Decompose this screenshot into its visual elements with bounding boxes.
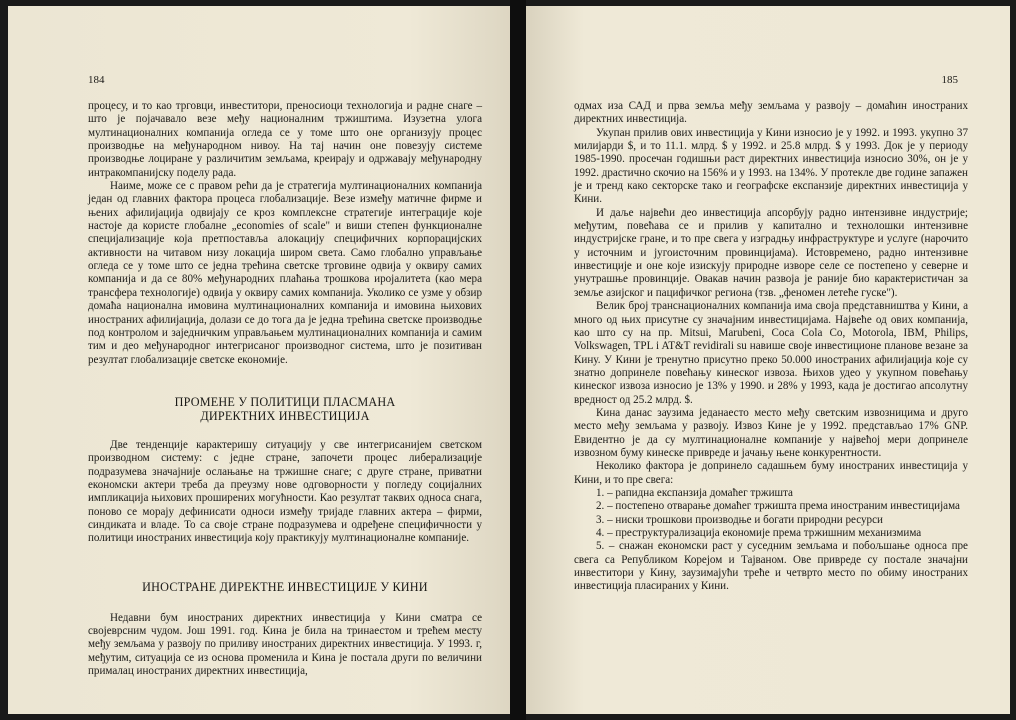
list-item: 3. – ниски трошкови производње и богати природни ресурси <box>596 513 883 526</box>
section-heading <box>88 580 482 594</box>
left-page <box>8 6 510 714</box>
paragraph: Наиме, може се с правом рећи да је стратегија мултинационалних компанија један од главних фактора процеса глобализације. Везе између матичне фирме и њених афилијација одвијају се кроз комплексне стратегије интеграције које настоје да користе глобалне „economies of scale" и виши степен функционалне специјализације која претпоставља алокацију специфичних корпорацијских активности на читавом низу локација широм света. Само глобално управљање огледа се у томе што се једна трећина светске трговине одвија у оквиру самих компанија и да се 80% међународних плаћања трошкова иројалитета (као мера трансфера технологије) одвија у оквиру самих компанија. Уколико се узме у обзир домаћа национална имовина мултинационалних компанија и имовина њихових иностраних афилијација, долази се до тога да је једна трећина светске производње под контролом и заједничким управљањем мултинационалних компанија и самим тим и део међународног интегрисаног производног система, што је позитиван резултат глобализације светске економије. <box>88 180 482 366</box>
left-page-text <box>88 100 482 678</box>
paragraph: Укупан прилив ових инвестиција у Кини износио је у 1992. и 1993. укупно 37 милијарди $, и то 11.1. млрд. $ у 1992. и 25.8 млрд. $ у 1993. Док је у периоду 1985-1990. просечан годишњи раст директних инвестиција износио 30%, он је у 1992. драстично скочио на 156% и у 1993. на 134%. У протекле две године запажен је и тренд како секторске тако и географске експанзије директних инвестиција у Кини. <box>574 126 968 206</box>
list-item: 1. – рапидна експанзија домаћег тржишта <box>596 486 793 499</box>
paragraph: Неколико фактора је допринело садашњем буму иностраних инвестиција у Кини, и то пре свега: <box>574 460 968 486</box>
section-heading-line: ПРОМЕНЕ У ПОЛИТИЦИ ПЛАСМАНА <box>174 394 396 409</box>
paragraph: Недавни бум иностраних директних инвестиција у Кини сматра се својеврсним чудом. Још 1991. год. Кина је била на тринаестом и трећем месту међу земљама у развоју по приливу иностраних директних инвестиција. У 1993. г, међутим, ситуација се из основа променила и Кина је постала други по величини прималац иностраних директних инвестиција, <box>88 611 482 677</box>
right-page <box>526 6 1010 714</box>
page-number-right: 185 <box>941 74 958 86</box>
section-heading-line: ДИРЕКТНИХ ИНВЕСТИЦИЈА <box>200 408 370 423</box>
section-heading <box>88 395 482 423</box>
right-page-text <box>574 100 968 594</box>
list-item: 5. – снажан економски раст у суседним земљама и побољшање односа пре свега са Републиком Корејом и Тајваном. Ове привреде су постале значајни инвеститори у Кину, заузимајући треће и четврто место по обиму иностраних инвестиција пласираних у Кини. <box>574 540 968 593</box>
paragraph: процесу, и то као трговци, инвеститори, преносиоци технологија и радне снаге – што је појачавало везе међу националним тржиштима. Изузетна улога мултинационалних компанија огледа се у томе што оне организују процес производње на међународном нивоу. На тај начин оне повезују системе производње лоциране у различитим земљама, креирају и одржавају међународну интракомпанијску поделу рада. <box>88 100 482 179</box>
paragraph: Кина данас заузима једанаесто место међу светским извозницима и друго место међу земљама у развоју. Извоз Кине је у 1992. представљао 17% GNP. Евидентно је да су мултинационалне компаније у највећој мери допринеле извозном буму кинеске привреде и јачању њене конкурентности. <box>574 406 968 459</box>
section-heading-line: ИНОСТРАНЕ ДИРЕКТНЕ ИНВЕСТИЦИЈЕ У КИНИ <box>142 579 428 594</box>
list-item: 4. – преструктурализација економије према тржишним механизмима <box>596 527 922 539</box>
paragraph: Велик број транснационалних компанија има своја представништва у Кини, а много од њих присутне су значајним инвестицијама. Највеће од ових компанија, као што су на пр. Mitsui, Marubeni, Coca Cola Co, Motorola, IBM, Philips, Volkswagen, TPL i AT&T revidirali su навише своје инвестиционе планове везане за Кину. У Кини је тренутно присутно преко 50.000 иностраних афилијација које су знатно допринеле повећању кинеског извоза. Њихов удео у укупном повећању кинеског извоза износио је 13% у 1990. и 28% у 1993, када је достигао апсолутну вредност од 25.2 млрд. $. <box>574 300 968 406</box>
paragraph: Две тенденције карактеришу ситуацију у све интегрисанијем светском производном систему: с једне стране, започети процес либерализације подразумева значајније ослањање на тржишне снаге; с друге стране, приватни економски актери треба да преузму нове одговорности у погледу социјалних импликација њихових проширених могућности. Као резултат таквих односа снага, поново се морају дефинисати односи између тријаде главних актера – фирми, синдиката и владе. То са своје стране подразумева и одређене специфичности у политици иностраних инвестиција коју практикују мултинационалне компаније. <box>88 438 482 545</box>
list-item: 2. – постепено отварање домаћег тржишта према иностраним инвестицијама <box>596 500 960 513</box>
paragraph: одмах иза САД и прва земља међу земљама у развоју – домаћин иностраних директних инвестиција. <box>574 100 968 126</box>
paragraph: И даље највећи део инвестиција апсорбују радно интензивне индустрије; међутим, повећава се и прилив у капитално и технолошки интензивне индустријске гране, и то пре свега у изградњу инфраструктуре и услуге (нарочито у источним и југоисточним провинцијама). Истовремено, радно интензивне инвестиције и оне које изискују природне изворе селе се постепено у северне и унутрашње провинције. Овакав начин развоја је раније био карактеристичан за земље азијског и пацифичког региона (тзв. „феномен летеће гуске"). <box>574 206 968 299</box>
book-gutter <box>510 0 526 720</box>
page-number-left: 184 <box>88 74 105 86</box>
